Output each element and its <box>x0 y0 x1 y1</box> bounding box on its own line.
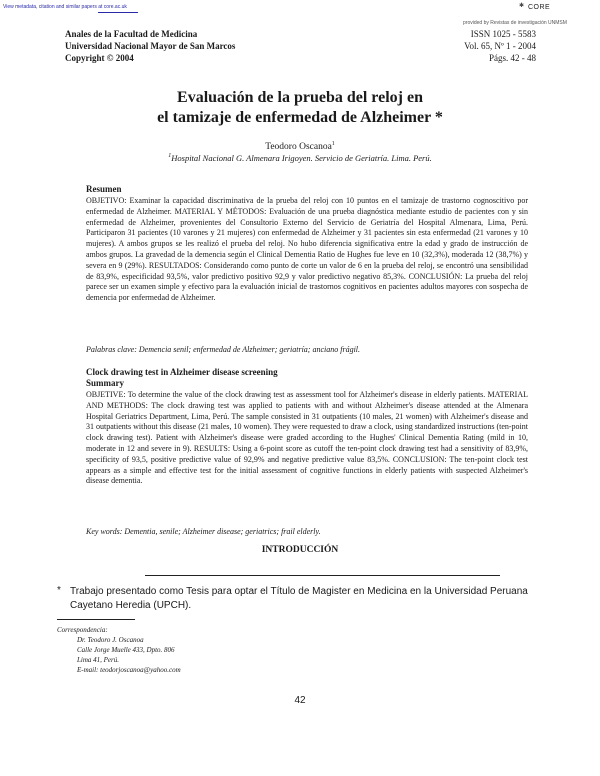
page-number: 42 <box>294 695 306 706</box>
university-name: Universidad Nacional Mayor de San Marcos <box>65 41 236 51</box>
author-name: Teodoro Oscanoa <box>265 142 332 153</box>
correspondence-block <box>57 625 181 675</box>
title-line-1: Evaluación de la prueba del reloj en <box>177 89 423 106</box>
resumen-heading: Resumen <box>86 184 122 194</box>
summary-heading: Summary <box>86 378 124 388</box>
correspondence-heading: Correspondencia: <box>57 626 108 634</box>
journal-header-right <box>464 28 536 64</box>
summary-text: OBJETIVE: To determine the value of the clock drawing test as assessment tool for Alzheimer's disease in elderly patients. MATERIAL AND METHODS: The clock drawing test was applied to patients with and without Alzheimer's disease attended at the Almenara Hospital Geriatrics Department, Lima, Perú. The sample consisted in 31 outpatients (10 males, 21 women) with Alzheimer's disease and 31 outpatients without this disease (21 males, 10 women). They were requested to draw a clock, using standardized instructions (ten-point clock drawing test). Patient with Alzheimer's disease were graded according to the Hughes' Clinical Dementia Rating (mild in 10, moderate in 12 and severe in 9). RESULTS: Using a 6-point score as cutoff the ten-point clock drawing test had a sensitivity of 83,9%, specificity of 93,5, positive predictive value of 92,9% and negative predictive value 83,5%. CONCLUSION: The ten-point clock test appears as a simple and effective test for the initial assessment of cognitive functions in elderly patients with suspected Alzheimer's disease dementia. <box>86 390 528 486</box>
provider-text[interactable]: provided by Revistas de investigación UNMSM <box>463 20 567 26</box>
core-metadata-link[interactable]: View metadata, citation and similar papers at core.ac.uk <box>3 4 127 10</box>
resumen-text: OBJETIVO: Examinar la capacidad discriminativa de la prueba del reloj con 10 puntos en el tamizaje de trastorno cognoscitivo por enfermedad de Alzheimer. MATERIAL Y MÉTODOS: Evaluación de una prueba diagnóstica mediante estudio de pacientes con y sin enfermedad de Alzheimer, provenientes del Consultorio Externo del Servicio de Geriatría del Hospital Almenara, Lima, Perú. Participaron 31 pacientes (10 varones y 21 mujeres) con enfermedad de Alzheimer y 31 pacientes sin esta enfermedad (21 varones y 10 mujeres). A ambos grupos se les realizó el prueba del reloj. No hubo diferencia significativa entre la edad y grado de instrucción de ambos grupos. La gravedad de la demencia según el Clinical Dementia Ratio de Hughes fue leve en 10 (32,3%), moderada 12 (38,7%) y severa en 9 (29%). RESULTADOS: Considerando como punto de corte un valor de 6 en la prueba del reloj, se encontró una sensibilidad de 83,9%, especificidad 93,5%, valor predictivo positivo 92,9 y valor predictivo negativo 85,3%. CONCLUSIÓN: La prueba del reloj parece ser un examen simple y efectivo para la evaluación inicial de trastornos cognitivos en pacientes adultos mayores con sospecha de demencia por enfermedad de Alzheimer. <box>86 196 528 303</box>
copyright: Copyright © 2004 <box>65 53 134 63</box>
palabras-clave: Palabras clave: Demencia senil; enfermedad de Alzheimer; geriatría; anciano frágil. <box>86 345 361 354</box>
english-title: Clock drawing test in Alzheimer disease screening <box>86 367 278 377</box>
volume: Vol. 65, Nº 1 - 2004 <box>464 41 536 51</box>
journal-header-left <box>65 28 235 64</box>
footnote-text: Trabajo presentado como Tesis para optar el Título de Magister en Medicina en la Universidad Peruana Cayetano Heredia (UPCH). <box>70 586 528 611</box>
author-affiliation <box>0 153 600 163</box>
pages: Págs. 42 - 48 <box>489 53 536 63</box>
author-sup: 1 <box>331 141 335 147</box>
correspondence-email[interactable]: E-mail: teodorjoscanoa@yahoo.com <box>77 666 181 674</box>
core-brand[interactable]: CORE <box>528 4 551 11</box>
core-logo-icon: ✱ <box>519 3 525 9</box>
footnote-marker: * <box>57 585 61 596</box>
issn: ISSN 1025 - 5583 <box>470 29 536 39</box>
correspondence-name: Dr. Teodoro J. Oscanoa <box>77 636 144 644</box>
affiliation-sup: 1 <box>168 153 172 160</box>
title-line-2: el tamizaje de enfermedad de Alzheimer * <box>157 109 443 126</box>
author-line <box>0 141 600 152</box>
footnote-rule <box>145 575 500 576</box>
correspondence-city: Lima 41, Perú. <box>77 656 119 664</box>
correspondence-street: Calle Jorge Muelle 433, Dpto. 806 <box>77 646 175 654</box>
article-title <box>0 88 600 128</box>
link-underline <box>98 12 138 13</box>
affiliation-text: Hospital Nacional G. Almenara Irigoyen. Servicio de Geriatría. Lima. Perú. <box>171 153 432 163</box>
key-words: Key words: Dementia, senile; Alzheimer disease; geriatrics; frail elderly. <box>86 527 321 536</box>
correspondence-rule <box>57 619 135 620</box>
introduccion-heading: INTRODUCCIÓN <box>261 545 339 555</box>
journal-name: Anales de la Facultad de Medicina <box>65 29 198 39</box>
